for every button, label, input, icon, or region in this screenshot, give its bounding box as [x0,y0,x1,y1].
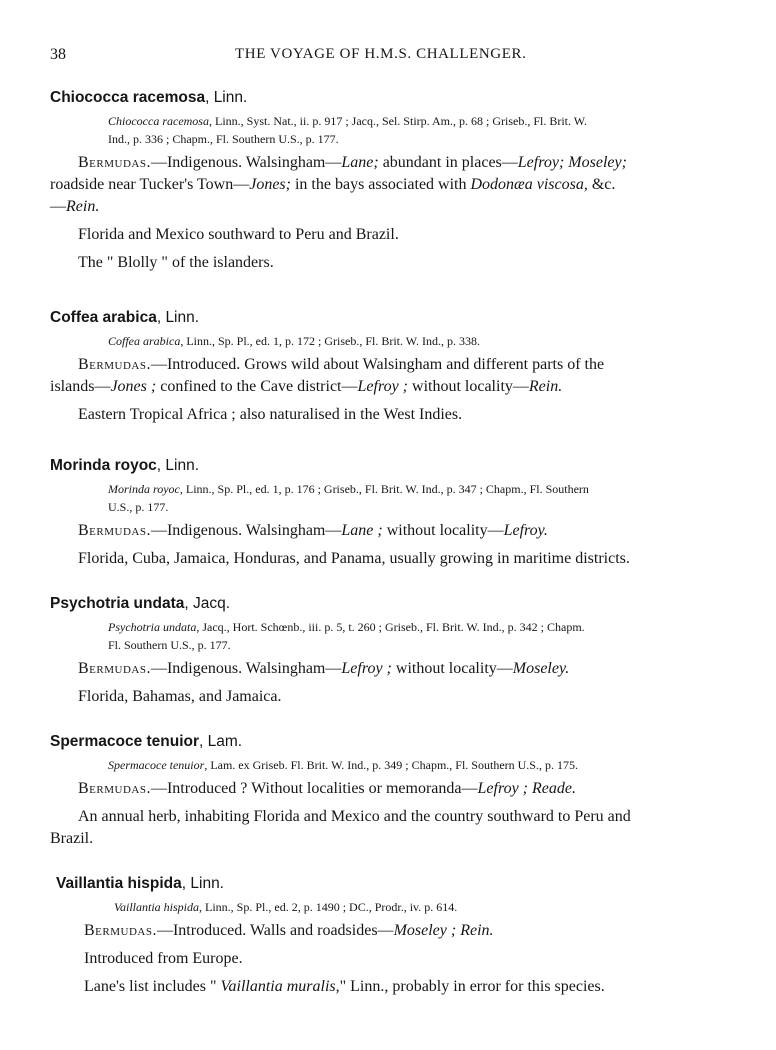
locality-paragraph [56,920,746,942]
reference-name: Psychotria undata [108,620,197,634]
locality-paragraph [50,152,740,218]
species-entry-psychotria [50,594,740,714]
species-name: Coffea arabica [50,309,157,326]
note-text: The " Blolly " of the islanders. [78,254,274,271]
species-entry-vaillantia [56,874,746,1004]
species-heading [50,308,740,328]
region-label: Bermudas. [78,522,151,539]
paragraph-text: An annual herb, inhabiting Florida and Mexico and the country southward to Peru and [78,808,631,825]
reference-name: Vaillantia hispida [114,900,200,914]
distribution-text: Introduced from Europe. [84,950,243,967]
reference-name: Chiococca racemosa [108,114,209,128]
collector-name: Lefroy. [503,522,548,539]
reference-line: , Linn., Sp. Pl., ed. 1, p. 172 ; Griseb., Fl. Brit. W. Ind., p. 338. [180,334,481,348]
collector-name: Rein. [528,378,563,395]
species-italic: Vaillantia muralis, [220,978,340,995]
region-label: Bermudas. [78,356,151,373]
species-heading [56,874,746,894]
species-reference [108,112,740,148]
collector-name: Lane; [341,154,379,171]
running-title: THE VOYAGE OF H.M.S. CHALLENGER. [235,46,527,62]
species-name: Chiococca racemosa [50,89,206,106]
paragraph-text: islands— [50,378,111,395]
collector-name: Rein. [66,198,100,215]
species-entry-morinda [50,456,740,576]
species-reference [108,480,740,516]
paragraph-text: Brazil. [50,830,94,847]
collector-name: Jones ; [110,378,157,395]
reference-name: Morinda royoc [108,482,180,496]
paragraph-text: —Indigenous. Walsingham— [150,522,342,539]
species-reference [108,332,740,350]
collector-name: Jones; [249,176,291,193]
species-authority: , Linn. [205,89,248,106]
collector-name: Lefroy ; [357,378,409,395]
species-reference [108,756,740,774]
species-authority: , Lam. [199,733,243,750]
species-name: Psychotria undata [50,595,185,612]
region-label: Bermudas. [78,660,151,677]
species-reference [108,618,740,654]
paragraph-text: confined to the Cave district— [156,378,358,395]
species-authority: , Linn. [156,457,200,474]
paragraph-text: without locality— [382,522,504,539]
species-heading [50,456,740,476]
species-name: Morinda royoc [50,457,157,474]
paragraph-text: Lane's list includes " [84,978,221,995]
region-label: Bermudas. [84,922,157,939]
reference-line: Fl. Southern U.S., p. 177. [108,638,231,652]
reference-line: , Jacq., Hort. Schœnb., iii. p. 5, t. 260 ; Griseb., Fl. Brit. W. Ind., p. 342 ; Chapm. [196,620,585,634]
species-italic: Dodonæa viscosa, [470,176,588,193]
locality-paragraph [50,778,740,800]
species-heading [50,732,740,752]
paragraph-text: " Linn., probably in error for this species. [339,978,605,995]
reference-line: , Linn., Syst. Nat., ii. p. 917 ; Jacq., Sel. Stirp. Am., p. 68 ; Griseb., Fl. Brit. W. [208,114,587,128]
note-text [56,976,746,998]
collector-name: Moseley. [512,660,570,677]
reference-name: Coffea arabica [108,334,181,348]
paragraph-text: abundant in places— [378,154,518,171]
species-entry-coffea [50,308,740,432]
species-heading [50,594,740,614]
species-reference [114,898,746,916]
species-authority: , Jacq. [184,595,231,612]
locality-paragraph [50,354,740,398]
reference-line: , Linn., Sp. Pl., ed. 2, p. 1490 ; DC., Prodr., iv. p. 614. [199,900,458,914]
reference-name: Spermacoce tenuior [108,758,205,772]
distribution-text: Florida, Bahamas, and Jamaica. [78,688,282,705]
paragraph-text: —Introduced. Grows wild about Walsingham and different parts of the [150,356,605,373]
collector-name: Lane ; [341,522,383,539]
paragraph-text: — [50,198,66,215]
region-label: Bermudas. [78,154,151,171]
paragraph-text: roadside near Tucker's Town— [50,176,250,193]
paragraph-text: —Introduced. Walls and roadsides— [156,922,394,939]
reference-line: , Linn., Sp. Pl., ed. 1, p. 176 ; Griseb., Fl. Brit. W. Ind., p. 347 ; Chapm., Fl. Southern [179,482,589,496]
locality-paragraph [50,658,740,680]
paragraph-text: —Indigenous. Walsingham— [150,660,342,677]
paragraph-text: without locality— [391,660,513,677]
distribution-text [50,806,740,850]
collector-name: Lefroy ; Reade. [477,780,576,797]
species-authority: , Linn. [181,875,224,892]
collector-name: Moseley ; Rein. [393,922,494,939]
page-header [50,46,740,68]
species-entry-chiococca [50,88,740,280]
paragraph-text: in the bays associated with [290,176,471,193]
collector-name: Lefroy; Moseley; [517,154,627,171]
reference-line: Ind., p. 336 ; Chapm., Fl. Southern U.S., p. 177. [108,132,339,146]
distribution-text: Florida, Cuba, Jamaica, Honduras, and Panama, usually growing in maritime districts. [78,550,630,567]
paragraph-text: —Indigenous. Walsingham— [150,154,342,171]
species-heading [50,88,740,108]
distribution-text: Eastern Tropical Africa ; also naturalised in the West Indies. [78,406,463,423]
distribution-text: Florida and Mexico southward to Peru and Brazil. [78,226,399,243]
reference-line: , Lam. ex Griseb. Fl. Brit. W. Ind., p. 349 ; Chapm., Fl. Southern U.S., p. 175. [204,758,578,772]
locality-paragraph [50,520,740,542]
species-entry-spermacoce [50,732,740,856]
species-name: Spermacoce tenuior [50,733,200,750]
species-authority: , Linn. [156,309,200,326]
reference-line: U.S., p. 177. [108,500,169,514]
page-number: 38 [50,46,66,63]
paragraph-text: &c. [587,176,616,193]
region-label: Bermudas. [78,780,151,797]
paragraph-text: without locality— [408,378,529,395]
species-name: Vaillantia hispida [56,875,182,892]
collector-name: Lefroy ; [341,660,392,677]
paragraph-text: —Introduced ? Without localities or memoranda— [150,780,478,797]
